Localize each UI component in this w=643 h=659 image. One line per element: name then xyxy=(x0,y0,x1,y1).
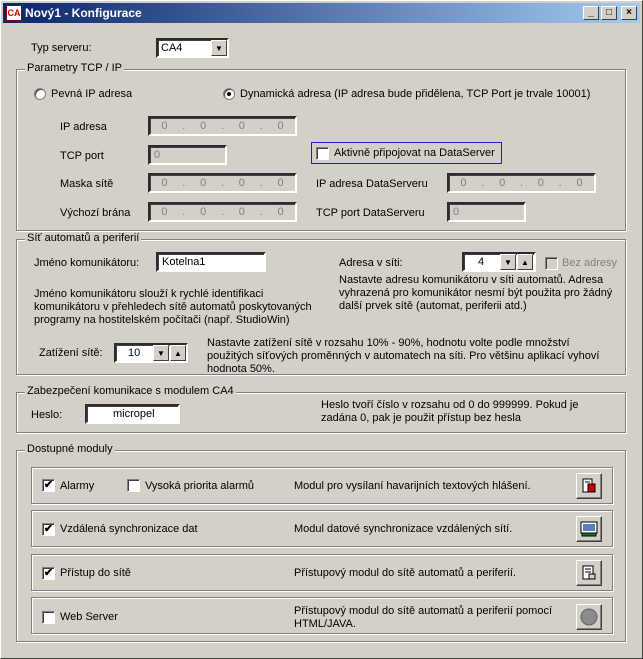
alarms-label[interactable]: Alarmy xyxy=(60,480,95,492)
maximize-button[interactable]: □ xyxy=(601,6,617,20)
network-group-title: Síť automatů a periferií xyxy=(27,232,140,244)
app-logo-icon: CA xyxy=(6,5,22,21)
ds-port-label: TCP port DataServeru xyxy=(316,207,425,219)
tcp-ip-group-title: Parametry TCP / IP xyxy=(27,62,122,74)
mask-field[interactable]: 0 . 0 . 0 . 0 xyxy=(148,173,297,193)
net-address-up-button[interactable] xyxy=(517,254,533,270)
network-access-desc: Přístupový modul do sítě automatů a periferií. xyxy=(294,567,516,579)
gateway-field[interactable]: 0 . 0 . 0 . 0 xyxy=(148,202,297,222)
net-load-up-button[interactable] xyxy=(170,345,186,361)
minimize-button[interactable]: _ xyxy=(583,6,599,20)
net-load-spinner[interactable]: 10 xyxy=(114,343,188,363)
no-address-label: Bez adresy xyxy=(562,257,618,269)
close-button[interactable]: × xyxy=(621,6,637,20)
network-access-checkbox[interactable]: ✔ xyxy=(43,567,54,579)
security-group-title: Zabezpečení komunikace s modulem CA4 xyxy=(27,385,234,397)
alarms-checkbox[interactable]: ✔ xyxy=(43,479,54,491)
remote-sync-checkbox[interactable]: ✔ xyxy=(43,523,54,535)
arrow-down-icon: ▼ xyxy=(504,257,512,267)
web-server-label[interactable]: Web Server xyxy=(60,611,118,623)
comm-name-help: Jméno komunikátoru slouží k rychlé identifikaci komunikátoru v přehledech sítě automatů poskytovaných programy na hostitelském počítači (např. StudioWin) xyxy=(34,288,312,326)
radio-dynamic-ip[interactable] xyxy=(223,88,235,100)
remote-sync-label[interactable]: Vzdálená synchronizace dat xyxy=(60,523,198,535)
radio-dynamic-ip-label[interactable]: Dynamická adresa (IP adresa bude přidělena, TCP Port je trvale 10001) xyxy=(240,88,591,100)
chevron-down-icon: ▼ xyxy=(215,43,223,53)
active-connect-checkbox[interactable] xyxy=(316,147,329,160)
network-access-label[interactable]: Přístup do sítě xyxy=(60,567,131,579)
net-load-help: Nastavte zatížení sítě v rozsahu 10% - 90%, hodnotu volte podle množství použitých síťových proměnných v automatech na síti. Pro většinu aplikací vyhoví hodnota 50%. xyxy=(207,337,600,375)
sync-module-icon xyxy=(580,521,598,537)
network-access-settings-button[interactable] xyxy=(576,560,602,586)
ip-address-field[interactable]: 0 . 0 . 0 . 0 xyxy=(148,116,297,136)
comm-name-input[interactable]: Kotelna1 xyxy=(156,252,266,272)
title-bar[interactable] xyxy=(3,3,640,23)
net-load-label: Zatížení sítě: xyxy=(39,347,103,359)
server-type-value: CA4 xyxy=(161,42,183,54)
radio-fixed-ip[interactable] xyxy=(34,88,46,100)
alarms-settings-button[interactable] xyxy=(576,473,602,499)
ip-address-label: IP adresa xyxy=(60,121,107,133)
net-address-label: Adresa v síti: xyxy=(339,257,403,269)
remote-sync-desc: Modul datové synchronizace vzdálených sítí. xyxy=(294,523,513,535)
arrow-up-icon: ▲ xyxy=(174,348,182,358)
net-address-down-button[interactable] xyxy=(500,254,516,270)
ds-port-field[interactable]: 0 xyxy=(447,202,526,222)
server-type-dropdown-button[interactable] xyxy=(211,40,227,56)
net-address-help: Nastavte adresu komunikátoru v síti automatů. Adresa vyhrazená pro komunikátor nesmí být použita pro žádný další prvek sítě (automat, periferii atd.) xyxy=(339,274,613,312)
gateway-label: Výchozí brána xyxy=(60,207,131,219)
password-label: Heslo: xyxy=(31,409,63,421)
server-type-label: Typ serveru: xyxy=(31,42,92,54)
alarms-desc: Modul pro vysílaní havarijních textových hlášení. xyxy=(294,480,531,492)
no-address-checkbox[interactable] xyxy=(545,257,558,270)
modules-group-title: Dostupné moduly xyxy=(27,443,113,455)
web-server-checkbox[interactable] xyxy=(42,611,55,624)
high-priority-label[interactable]: Vysoká priorita alarmů xyxy=(145,480,255,492)
web-server-settings-button[interactable] xyxy=(576,604,602,630)
radio-fixed-ip-label[interactable]: Pevná IP adresa xyxy=(51,88,133,100)
window-title: Nový1 - Konfigurace xyxy=(25,6,142,20)
net-load-down-button[interactable] xyxy=(153,345,169,361)
arrow-down-icon: ▼ xyxy=(157,348,165,358)
net-address-spinner[interactable]: 4 xyxy=(462,252,536,272)
ds-ip-field[interactable]: 0 . 0 . 0 . 0 xyxy=(447,173,596,193)
alarm-module-icon xyxy=(581,478,597,494)
remote-sync-settings-button[interactable] xyxy=(576,516,602,542)
comm-name-label: Jméno komunikátoru: xyxy=(34,257,140,269)
mask-label: Maska sítě xyxy=(60,178,114,190)
ds-ip-label: IP adresa DataServeru xyxy=(316,178,428,190)
tcp-port-label: TCP port xyxy=(60,150,104,162)
arrow-up-icon: ▲ xyxy=(521,257,529,267)
network-module-icon xyxy=(581,565,597,581)
web-server-desc: Přístupový modul do sítě automatů a periferií pomocí HTML/JAVA. xyxy=(294,605,553,630)
active-connect-label[interactable]: Aktivně připojovat na DataServer xyxy=(334,147,495,159)
password-input[interactable]: micropel xyxy=(85,404,180,424)
password-help: Heslo tvoří číslo v rozsahu od 0 do 999999. Pokud je zadána 0, pak je použit přístup bez hesla xyxy=(321,399,579,424)
tcp-port-field[interactable]: 0 xyxy=(148,145,227,165)
high-priority-checkbox[interactable] xyxy=(127,479,140,492)
web-server-status-icon xyxy=(579,607,599,627)
